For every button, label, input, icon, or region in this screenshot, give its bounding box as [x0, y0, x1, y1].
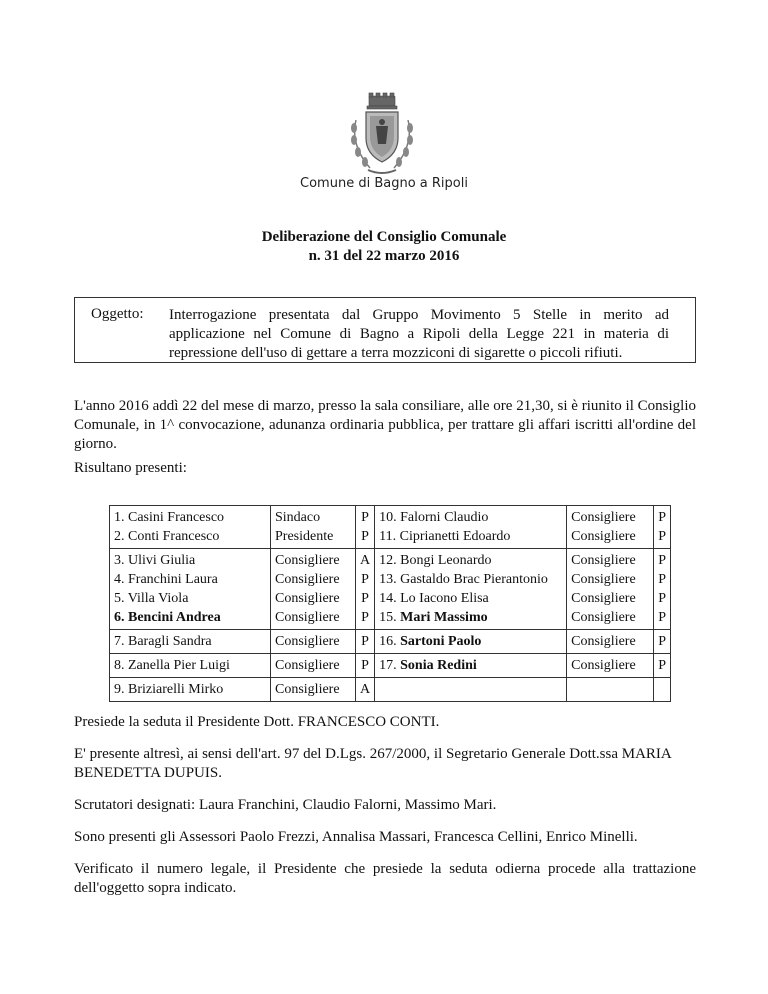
table-row	[110, 506, 671, 549]
title-line-2: n. 31 del 22 marzo 2016	[308, 248, 460, 264]
member-status-cell	[654, 549, 671, 630]
member-role-cell: Consigliere	[271, 630, 356, 654]
member-status-cell: P	[356, 630, 375, 654]
member-name: 11. Ciprianetti Edoardo	[379, 529, 511, 544]
empty-cell	[654, 678, 671, 702]
member-status: P	[658, 591, 667, 606]
member-role: Consigliere	[571, 529, 636, 544]
member-status-cell	[356, 506, 375, 549]
member-role: Sindaco	[275, 510, 321, 525]
member-status: P	[361, 529, 369, 544]
table-row	[110, 630, 671, 654]
member-name: 13. Gastaldo Brac Pierantonio	[379, 572, 548, 587]
member-name-cell	[375, 506, 567, 549]
municipality-name: Comune di Bagno a Ripoli	[300, 176, 468, 191]
presiede-paragraph: Presiede la seduta il Presidente Dott. FRANCESCO CONTI.	[74, 714, 440, 730]
member-status: P	[361, 610, 369, 625]
member-name-cell: 9. Briziarelli Mirko	[110, 678, 271, 702]
member-status: P	[658, 572, 667, 587]
member-role: Consigliere	[275, 591, 340, 606]
member-role-cell	[271, 549, 356, 630]
member-name-bold: Sartoni Paolo	[400, 634, 482, 649]
subject-text: Interrogazione presentata dal Gruppo Movimento 5 Stelle in merito ad applicazione nel Comune di Bagno a Ripoli della Legge 221 in materia di repressione dell'uso di gettare a terra mozziconi di sigarette o piccoli rifiuti.	[169, 307, 669, 361]
member-status: P	[361, 510, 369, 525]
member-role-cell: Consigliere	[567, 630, 654, 654]
member-name-cell: 8. Zanella Pier Luigi	[110, 654, 271, 678]
member-number: 16.	[379, 634, 397, 649]
member-name-cell	[375, 549, 567, 630]
member-name	[379, 608, 562, 627]
attendance-table	[109, 505, 671, 702]
member-role: Presidente	[275, 529, 334, 544]
member-role: Consigliere	[571, 510, 636, 525]
member-status: P	[361, 572, 369, 587]
member-name-cell	[110, 506, 271, 549]
table-row	[110, 549, 671, 630]
member-role: Consigliere	[571, 591, 636, 606]
empty-cell	[567, 678, 654, 702]
member-name: 5. Villa Viola	[114, 591, 189, 606]
intro-paragraph: L'anno 2016 addì 22 del mese di marzo, presso la sala consiliare, alle ore 21,30, si è riunito il Consiglio Comunale, in 1^ convocazione, adunanza ordinaria pubblica, per trattare gli affari iscritti all'ordine del giorno.	[74, 398, 696, 452]
assessori-paragraph: Sono presenti gli Assessori Paolo Frezzi, Annalisa Massari, Francesca Cellini, Enrico Minelli.	[74, 829, 638, 845]
member-name-cell	[375, 654, 567, 678]
member-name: 10. Falorni Claudio	[379, 510, 489, 525]
member-status-cell	[356, 549, 375, 630]
document-title	[0, 228, 768, 266]
member-name-cell	[375, 630, 567, 654]
attendance-heading: Risultano presenti:	[74, 460, 187, 476]
member-role-cell	[271, 506, 356, 549]
member-role: Consigliere	[571, 553, 636, 568]
member-name: 2. Conti Francesco	[114, 529, 220, 544]
empty-cell	[375, 678, 567, 702]
member-name-cell: 7. Baragli Sandra	[110, 630, 271, 654]
member-number: 15.	[379, 610, 397, 625]
member-role-cell: Consigliere	[271, 654, 356, 678]
member-role: Consigliere	[275, 553, 340, 568]
member-name: 1. Casini Francesco	[114, 510, 225, 525]
member-role-cell	[567, 549, 654, 630]
coat-of-arms-logo	[342, 90, 422, 180]
member-status-cell	[654, 506, 671, 549]
table-row	[110, 678, 671, 702]
subject-label: Oggetto:	[91, 306, 144, 322]
member-status-cell: P	[654, 630, 671, 654]
member-role: Consigliere	[571, 610, 636, 625]
member-status: P	[658, 553, 667, 568]
title-line-1: Deliberazione del Consiglio Comunale	[261, 229, 507, 245]
member-status: A	[360, 553, 371, 568]
member-name-bold: Sonia Redini	[400, 658, 477, 673]
scrutatori-paragraph: Scrutatori designati: Laura Franchini, Claudio Falorni, Massimo Mari.	[74, 797, 497, 813]
member-name-bold: Mari Massimo	[400, 610, 488, 625]
member-name: 6. Bencini Andrea	[114, 610, 221, 625]
member-role-cell: Consigliere	[271, 678, 356, 702]
member-role: Consigliere	[275, 572, 340, 587]
member-name: 4. Franchini Laura	[114, 572, 218, 587]
member-status-cell: P	[356, 654, 375, 678]
member-status: P	[361, 591, 369, 606]
subject-box	[74, 297, 696, 363]
segretario-paragraph: E' presente altresì, ai sensi dell'art. 97 del D.Lgs. 267/2000, il Segretario Generale Dott.ssa MARIA BENEDETTA DUPUIS.	[74, 746, 671, 781]
member-name: 3. Ulivi Giulia	[114, 553, 196, 568]
member-status: P	[658, 529, 667, 544]
member-role-cell: Consigliere	[567, 654, 654, 678]
member-name: 12. Bongi Leonardo	[379, 553, 492, 568]
member-role-cell	[567, 506, 654, 549]
member-status-cell: P	[654, 654, 671, 678]
verificato-paragraph: Verificato il numero legale, il Presidente che presiede la seduta odierna procede alla trattazione dell'oggetto sopra indicato.	[74, 861, 696, 896]
member-role: Consigliere	[571, 572, 636, 587]
member-number: 17.	[379, 658, 397, 673]
member-status: P	[658, 610, 667, 625]
member-name-cell	[110, 549, 271, 630]
member-status: P	[658, 510, 667, 525]
table-row	[110, 654, 671, 678]
member-name: 14. Lo Iacono Elisa	[379, 591, 489, 606]
member-role: Consigliere	[275, 610, 340, 625]
member-status-cell: A	[356, 678, 375, 702]
